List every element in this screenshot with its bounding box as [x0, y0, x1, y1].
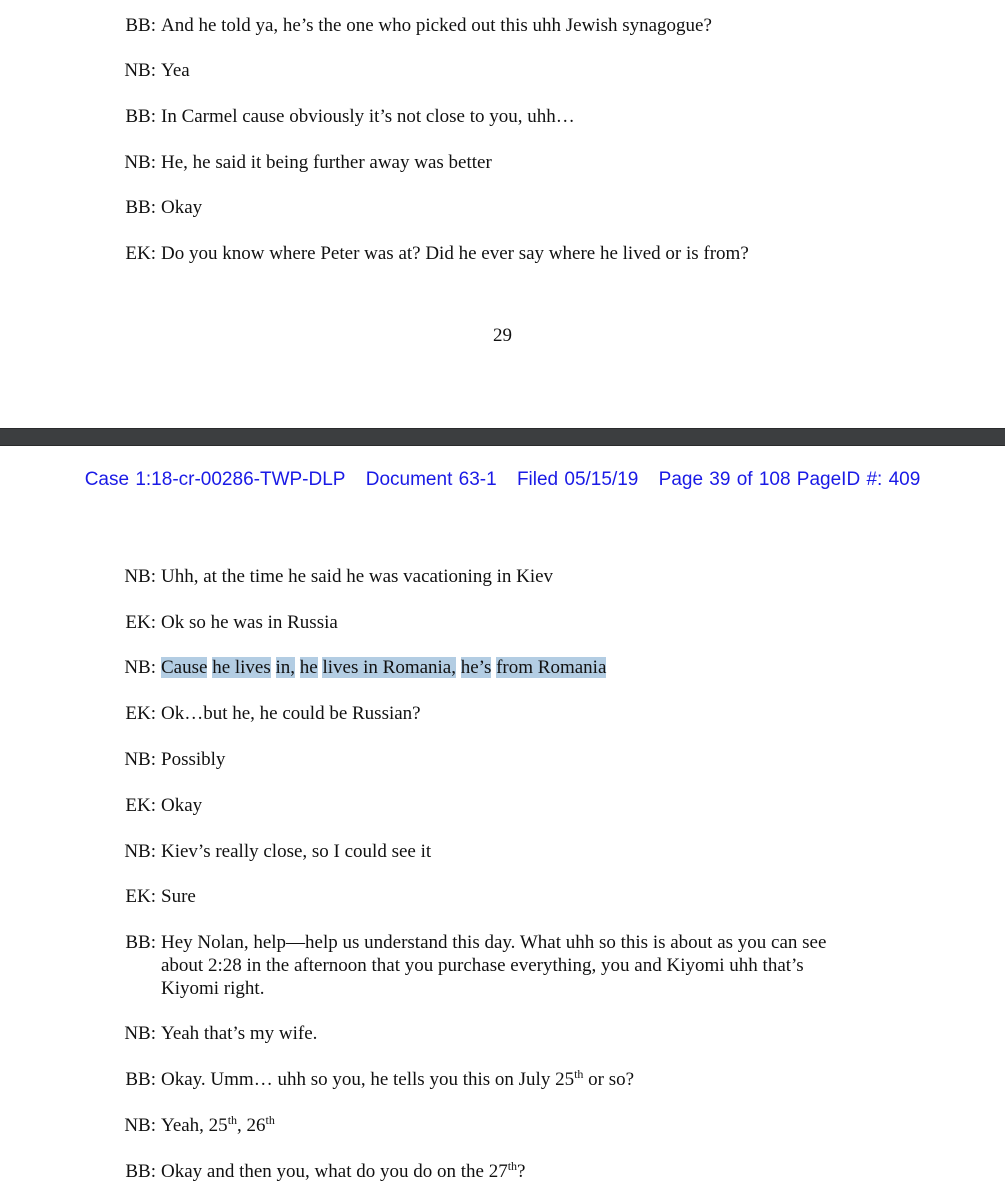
text-selection[interactable]: he’s: [460, 657, 492, 678]
speaker-label: BB:: [125, 15, 156, 36]
transcript-page-29: [0, 0, 1005, 428]
line-text: Uhh, at the time he said he was vacationing in Kiev: [161, 566, 554, 587]
speaker-label: EK:: [125, 886, 156, 907]
text-selection[interactable]: lives in Romania,: [322, 657, 456, 678]
line-text: Possibly: [161, 749, 226, 770]
page-number: 29: [493, 325, 512, 346]
line-text: Sure: [161, 886, 196, 907]
speaker-label: NB:: [124, 841, 156, 862]
line-text: Okay and then you, what do you do on the 27th?: [161, 1159, 526, 1182]
line-text: Ok so he was in Russia: [161, 612, 338, 633]
text-selection[interactable]: he lives: [212, 657, 271, 678]
speaker-label: NB:: [124, 749, 156, 770]
speaker-label: BB:: [125, 1161, 156, 1182]
case-header: [0, 468, 1005, 492]
speaker-label: EK:: [125, 703, 156, 724]
speaker-label: NB:: [124, 60, 156, 81]
text-selection[interactable]: he: [299, 657, 318, 678]
line-text: In Carmel cause obviously it’s not close to you, uhh…: [161, 106, 575, 127]
line-text: Okay: [161, 197, 203, 218]
speaker-label: EK:: [125, 243, 156, 264]
document-number: Document 63-1: [365, 469, 497, 490]
line-text: Yeah, 25th, 26th: [161, 1113, 275, 1136]
speaker-label: NB:: [124, 657, 156, 678]
line-text: And he told ya, he’s the one who picked out this uhh Jewish synagogue?: [161, 15, 712, 36]
line-text: Hey Nolan, help—help us understand this day. What uhh so this is about as you can see about 2:28 in the afternoon that you purchase everything, you and Kiyomi uhh that’s Kiyomi right.: [161, 932, 827, 999]
text-selection[interactable]: Cause: [161, 657, 208, 678]
filed-date: Filed 05/15/19: [516, 469, 639, 490]
line-text: Okay: [161, 795, 203, 816]
page-id: Page 39 of 108 PageID #: 409: [658, 469, 921, 490]
transcript-page-39: [0, 446, 1005, 1200]
line-text: Kiev’s really close, so I could see it: [161, 841, 432, 862]
line-text: Yeah that’s my wife.: [161, 1023, 318, 1044]
speaker-label: BB:: [125, 197, 156, 218]
text-selection[interactable]: in,: [275, 657, 296, 678]
speaker-label: NB:: [124, 1023, 156, 1044]
speaker-label: BB:: [125, 106, 156, 127]
line-text: He, he said it being further away was better: [161, 152, 492, 173]
speaker-label: BB:: [125, 1069, 156, 1090]
speaker-label: NB:: [124, 152, 156, 173]
case-number: Case 1:18-cr-00286-TWP-DLP: [84, 469, 346, 490]
line-text: Okay. Umm… uhh so you, he tells you this on July 25th or so?: [161, 1067, 635, 1090]
speaker-label: EK:: [125, 612, 156, 633]
line-text: Do you know where Peter was at? Did he ever say where he lived or is from?: [161, 243, 749, 264]
speaker-label: NB:: [124, 566, 156, 587]
speaker-label: BB:: [125, 932, 156, 953]
page-divider: [0, 428, 1005, 446]
speaker-label: EK:: [125, 795, 156, 816]
speaker-label: NB:: [124, 1115, 156, 1136]
text-selection[interactable]: from Romania: [496, 657, 607, 678]
line-text: Yea: [161, 60, 190, 81]
line-text: Ok…but he, he could be Russian?: [161, 703, 421, 724]
line-text[interactable]: [161, 656, 881, 679]
